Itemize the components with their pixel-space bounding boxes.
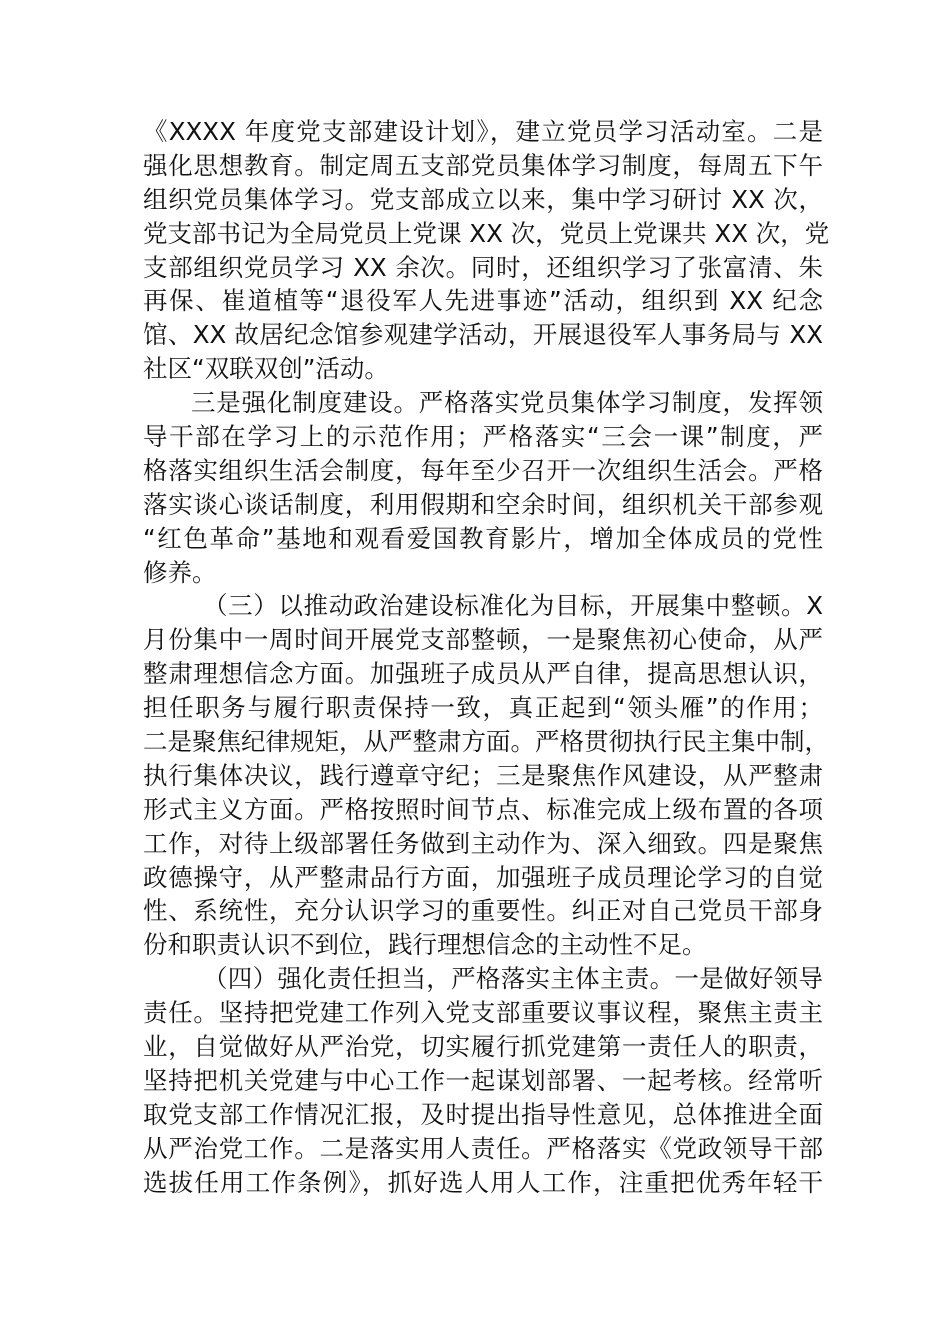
text-line: 担任职务与履行职责保持一致，真正起到“领头雁”的作用；	[143, 693, 823, 723]
text-line: 三是强化制度建设。严格落实党员集体学习制度，发挥领	[191, 388, 823, 418]
text-line: 业，自觉做好从严治党，切实履行抓党建第一责任人的职责，	[143, 1032, 823, 1062]
text-line: 取党支部工作情况汇报，及时提出指导性意见，总体推进全面	[143, 1099, 823, 1129]
text-line: 工作，对待上级部署任务做到主动作为、深入细致。四是聚焦	[143, 828, 823, 858]
text-line: 整肃理想信念方面。加强班子成员从严自律，提高思想认识，	[143, 659, 823, 689]
text-line: 支部组织党员学习 XX 余次。同时，还组织学习了张富清、朱	[143, 252, 823, 282]
text-line: 落实谈心谈话制度，利用假期和空余时间，组织机关干部参观	[143, 489, 823, 519]
text-line: （四）强化责任担当，严格落实主体主责。一是做好领导	[203, 964, 823, 994]
paragraph-section-3	[143, 589, 829, 962]
text-line: 性、系统性，充分认识学习的重要性。纠正对自己党员干部身	[143, 896, 823, 926]
text-line: 份和职责认识不到位，践行理想信念的主动性不足。	[143, 930, 707, 960]
text-line: 月份集中一周时间开展党支部整顿，一是聚焦初心使命，从严	[143, 625, 823, 655]
text-line: 从严治党工作。二是落实用人责任。严格落实《党政领导干部	[143, 1133, 823, 1163]
text-line: 形式主义方面。严格按照时间节点、标准完成上级布置的各项	[143, 794, 823, 824]
text-line: 责任。坚持把党建工作列入党支部重要议事议程，聚焦主责主	[143, 998, 823, 1028]
text-line: 组织党员集体学习。党支部成立以来，集中学习研讨 XX 次，	[143, 184, 823, 214]
text-line: 二是聚焦纪律规矩，从严整肃方面。严格贯彻执行民主集中制，	[143, 727, 829, 757]
text-line: 执行集体决议，践行遵章守纪；三是聚焦作风建设，从严整肃	[143, 760, 823, 790]
text-line: 坚持把机关党建与中心工作一起谋划部署、一起考核。经常听	[143, 1065, 823, 1095]
text-line: 修养。	[143, 557, 217, 587]
text-line: （三）以推动政治建设标准化为目标，开展集中整顿。X	[203, 591, 823, 621]
text-line: 选拔任用工作条例》，抓好选人用人工作，注重把优秀年轻干	[143, 1167, 823, 1197]
text-line: “红色革命”基地和观看爱国教育影片，增加全体成员的党性	[143, 523, 823, 553]
text-line: 社区“双联双创”活动。	[143, 354, 389, 384]
paragraph-system-building	[143, 386, 823, 589]
text-line: 政德操守，从严整肃品行方面，加强班子成员理论学习的自觉	[143, 862, 823, 892]
text-line: 党支部书记为全局党员上党课 XX 次，党员上党课共 XX 次，党	[143, 218, 830, 248]
paragraph-continuation	[143, 115, 830, 386]
paragraph-section-4	[143, 962, 823, 1199]
text-line: 馆、XX 故居纪念馆参观建学活动，开展退役军人事务局与 XX	[143, 320, 823, 350]
document-body	[143, 115, 830, 1200]
text-line: 导干部在学习上的示范作用；严格落实“三会一课”制度，严	[143, 422, 823, 452]
text-line: 强化思想教育。制定周五支部党员集体学习制度，每周五下午	[143, 150, 823, 180]
text-line: 再保、崔道植等“退役军人先进事迹”活动，组织到 XX 纪念	[143, 286, 823, 316]
text-line: 格落实组织生活会制度，每年至少召开一次组织生活会。严格	[143, 455, 823, 485]
text-line: 《XXXX 年度党支部建设计划》，建立党员学习活动室。二是	[143, 117, 823, 146]
